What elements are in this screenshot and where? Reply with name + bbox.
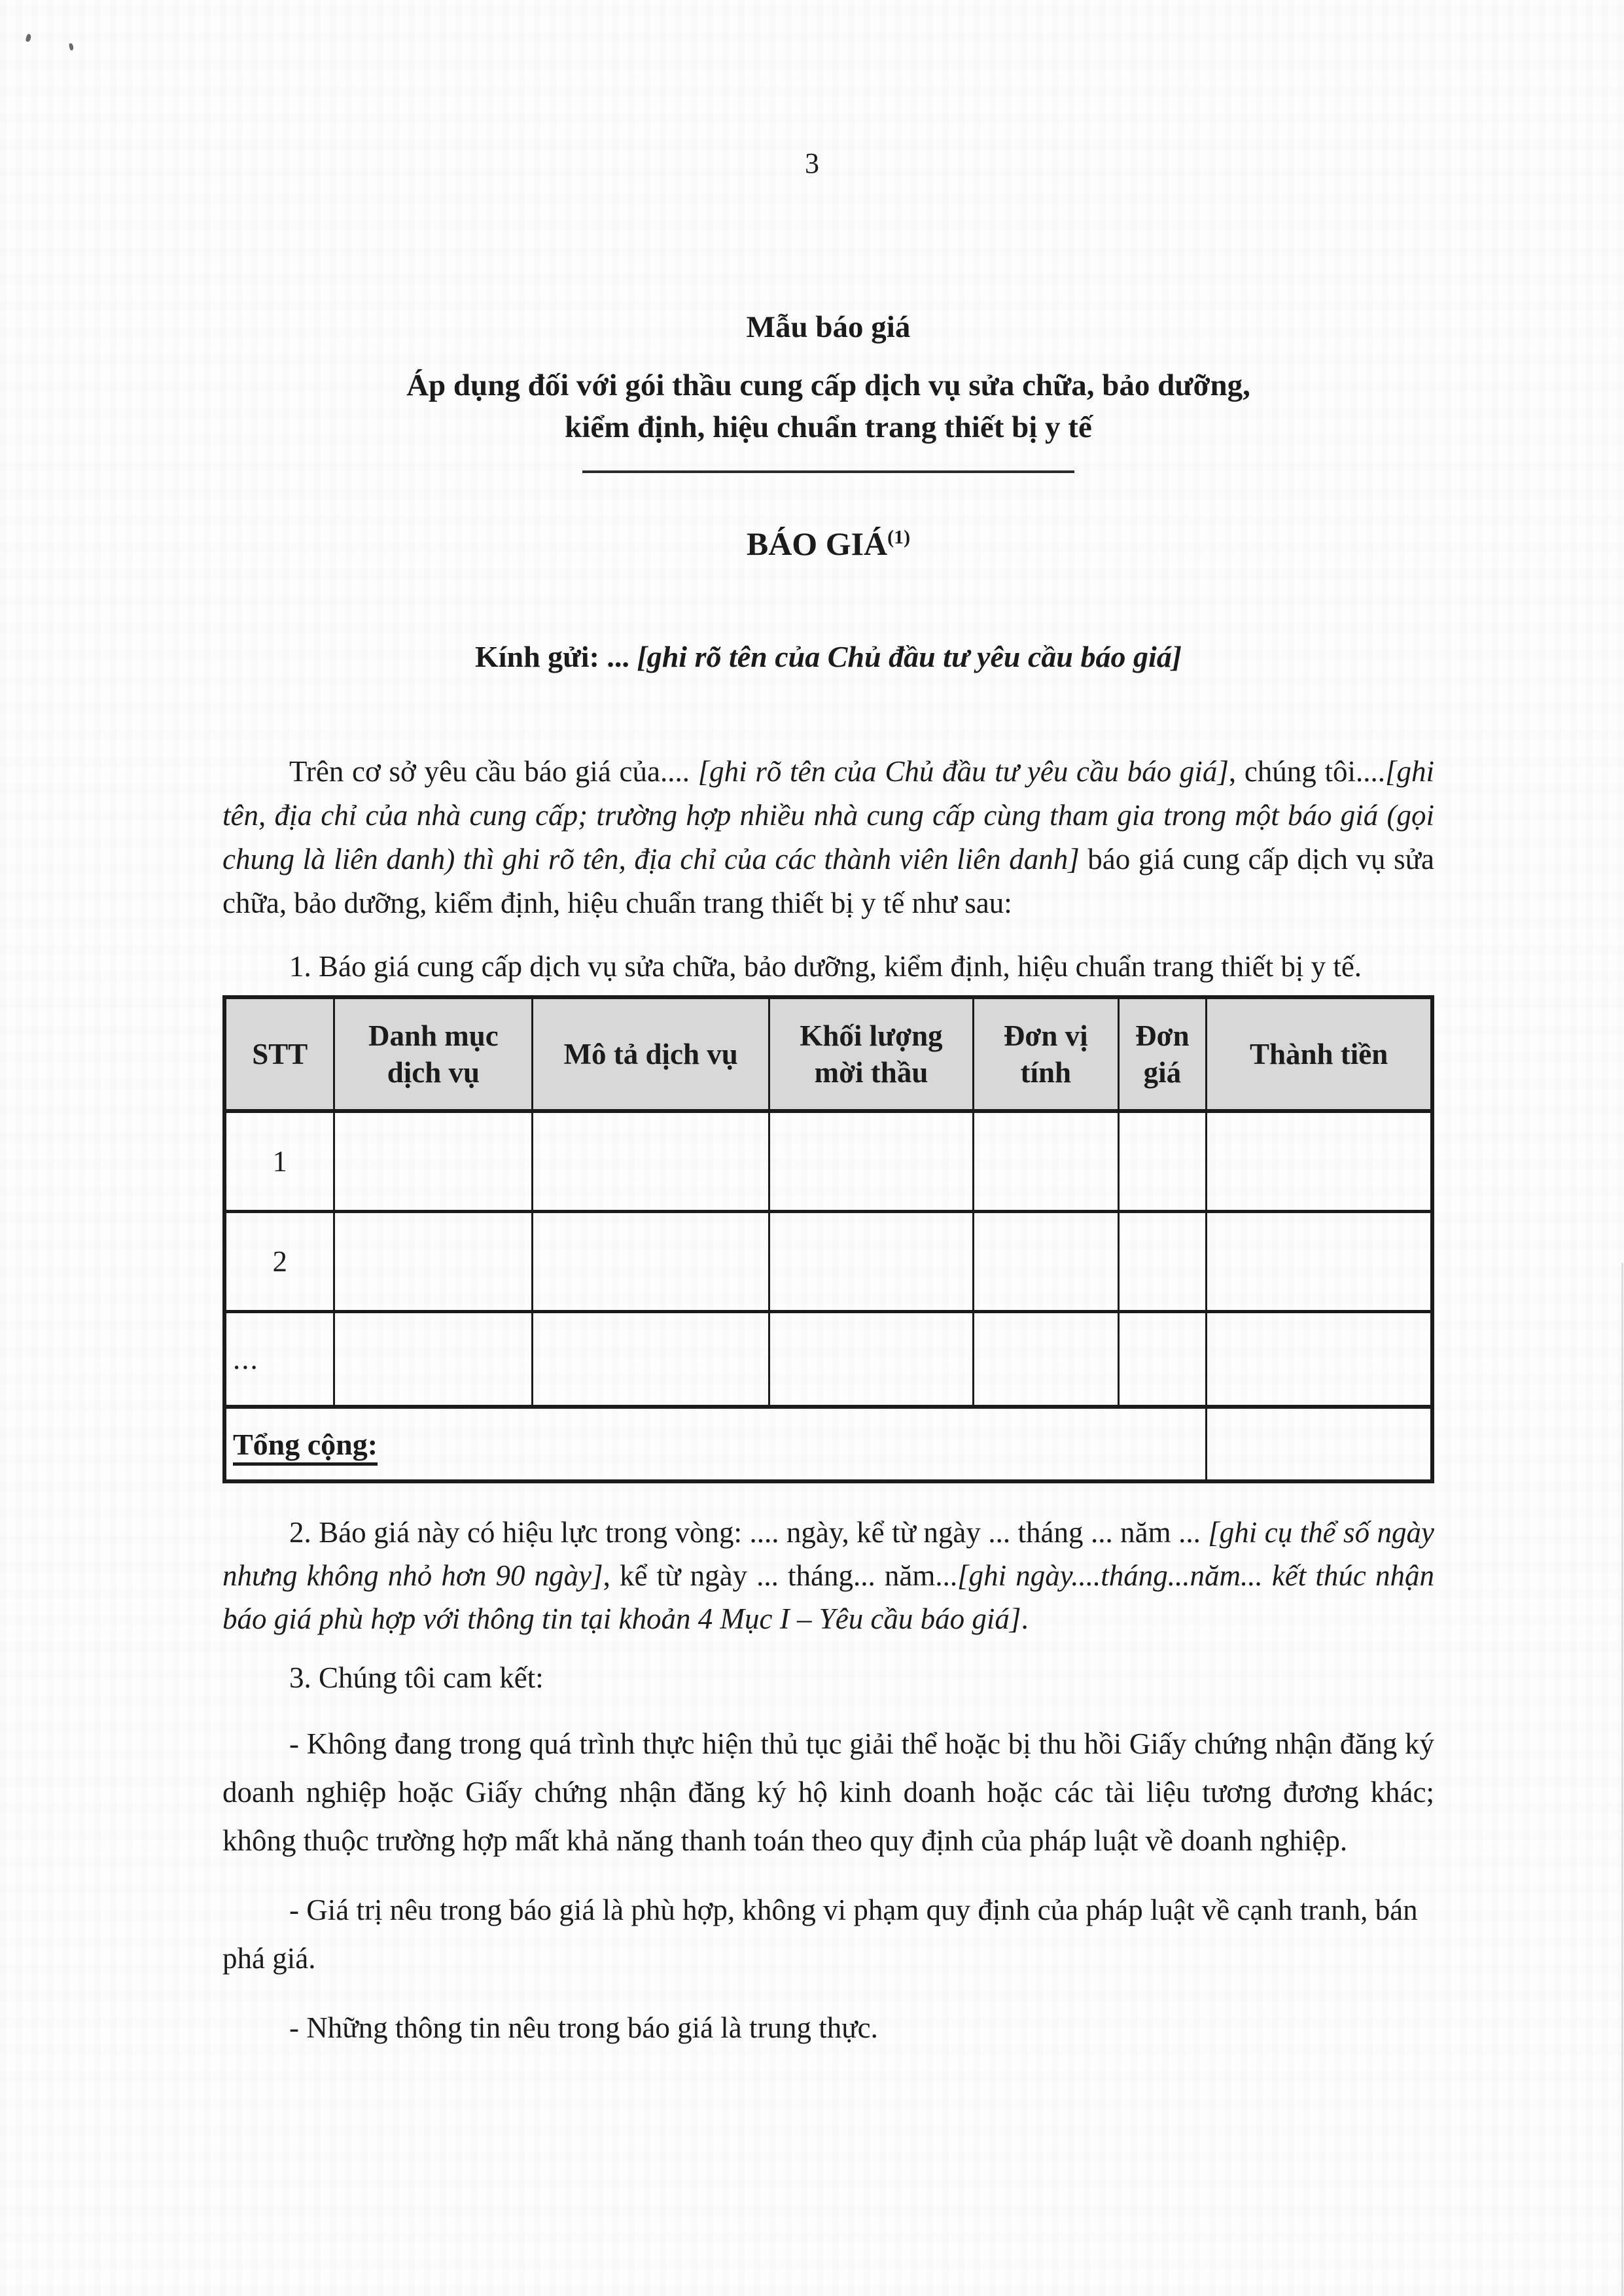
empty-cell	[334, 1212, 533, 1312]
quotation-table	[222, 995, 1434, 1483]
scan-speck	[25, 33, 31, 43]
total-label: Tổng cộng:	[233, 1428, 378, 1466]
commitment-3: - Những thông tin nêu trong báo giá là trung thực.	[289, 2011, 878, 2045]
section-2-text-2: , kể từ ngày ... tháng... năm...	[603, 1559, 958, 1593]
intro-placeholder-2: [ghi tên, địa chỉ của nhà cung cấp; trường hợp nhiều nhà cung cấp cùng tham gia trong một báo giá (gọi chung là liên danh) thì ghi rõ tên, địa chỉ của các thành viên liên danh]	[222, 755, 1435, 876]
empty-cell	[334, 1111, 533, 1212]
section-2-text-3: .	[1021, 1602, 1029, 1636]
empty-cell	[1118, 1312, 1207, 1407]
col-header-mo-ta: Mô tả dịch vụ	[533, 997, 769, 1111]
empty-cell	[533, 1212, 769, 1312]
total-label-cell	[224, 1407, 1207, 1481]
page-number: 3	[805, 147, 819, 179]
form-subtitle	[222, 364, 1434, 448]
col-header-don-vi-tinh: Đơn vị tính	[974, 997, 1119, 1111]
col-header-don-gia: Đơn giá	[1118, 997, 1207, 1111]
scan-speck	[69, 43, 74, 50]
commitment-1: - Không đang trong quá trình thực hiện thủ tục giải thể hoặc bị thu hồi Giấy chứng nhận đăng ký doanh nghiệp hoặc Giấy chứng nhận đăng ký hộ kinh doanh hoặc các tài liệu tương đương khác; không thuộc trường hợp mất khả năng thanh toán theo quy định của pháp luật về doanh nghiệp.	[222, 1727, 1434, 1858]
salutation-label: Kính gửi: ...	[474, 640, 637, 674]
col-header-stt: STT	[224, 997, 334, 1111]
section-1-paragraph: 1. Báo giá cung cấp dịch vụ sửa chữa, bảo dưỡng, kiểm định, hiệu chuẩn trang thiết bị y tế.	[289, 950, 1362, 983]
document-content	[222, 0, 1434, 2052]
section-2-paragraph	[222, 1511, 1434, 1640]
doc-title-text: BÁO GIÁ	[746, 525, 888, 563]
section-2-text-1: 2. Báo giá này có hiệu lực trong vòng: .... ngày, kể từ ngày ... tháng ... năm ...	[289, 1516, 1209, 1549]
empty-cell	[1207, 1212, 1432, 1312]
table-row-1	[224, 1111, 1432, 1212]
empty-cell	[1207, 1312, 1432, 1407]
empty-cell	[1207, 1111, 1432, 1212]
table-row-ellipsis	[224, 1312, 1432, 1407]
empty-cell	[533, 1312, 769, 1407]
empty-cell	[533, 1111, 769, 1212]
form-title: Mẫu báo giá	[746, 310, 911, 344]
empty-cell	[769, 1111, 974, 1212]
form-subtitle-line2: kiểm định, hiệu chuẩn trang thiết bị y tế	[565, 410, 1092, 445]
salutation-placeholder: [ghi rõ tên của Chủ đầu tư yêu cầu báo giá]	[637, 640, 1182, 674]
empty-cell	[769, 1212, 974, 1312]
empty-cell	[974, 1312, 1119, 1407]
table-total-row	[224, 1407, 1432, 1481]
col-header-khoi-luong: Khối lượng mời thầu	[769, 997, 974, 1111]
row-index-cell: 2	[224, 1212, 334, 1312]
intro-placeholder-1: [ghi rõ tên của Chủ đầu tư yêu cầu báo giá]	[697, 755, 1229, 788]
intro-text-3: báo giá cung cấp dịch vụ sửa chữa, bảo dưỡng, kiểm định, hiệu chuẩn trang thiết bị y tế như sau:	[222, 843, 1434, 920]
col-header-thanh-tien: Thành tiền	[1207, 997, 1432, 1111]
row-index-cell: ...	[224, 1312, 334, 1407]
table-row-2	[224, 1212, 1432, 1312]
row-index-cell: 1	[224, 1111, 334, 1212]
section-3-paragraph: 3. Chúng tôi cam kết:	[289, 1661, 544, 1695]
form-subtitle-line1: Áp dụng đối với gói thầu cung cấp dịch vụ sửa chữa, bảo dưỡng,	[406, 368, 1250, 403]
empty-cell	[974, 1111, 1119, 1212]
intro-text-1: Trên cơ sở yêu cầu báo giá của....	[289, 755, 698, 788]
intro-text-2: , chúng tôi....	[1228, 755, 1385, 788]
footnote-marker: (1)	[887, 526, 911, 548]
scan-edge-line	[1621, 1263, 1623, 2296]
commitment-2: - Giá trị nêu trong báo giá là phù hợp, không vi phạm quy định của pháp luật về cạnh tranh, bán phá giá.	[222, 1894, 1418, 1975]
doc-title	[222, 523, 1434, 565]
table-header-row	[224, 997, 1432, 1111]
empty-cell	[769, 1312, 974, 1407]
empty-cell	[1118, 1212, 1207, 1312]
intro-paragraph	[222, 750, 1434, 925]
title-divider	[582, 470, 1074, 473]
col-header-danh-muc: Danh mục dịch vụ	[334, 997, 533, 1111]
salutation-line	[222, 637, 1434, 677]
section-2-placeholder-1: [ghi cụ thể số ngày nhưng không nhỏ hơn 90 ngày]	[222, 1516, 1434, 1593]
section-2-placeholder-2: [ghi ngày....tháng...năm... kết thúc nhận báo giá phù hợp với thông tin tại khoản 4 Mục I – Yêu cầu báo giá]	[222, 1559, 1434, 1636]
total-amount-cell	[1207, 1407, 1432, 1481]
empty-cell	[334, 1312, 533, 1407]
empty-cell	[1118, 1111, 1207, 1212]
empty-cell	[974, 1212, 1119, 1312]
